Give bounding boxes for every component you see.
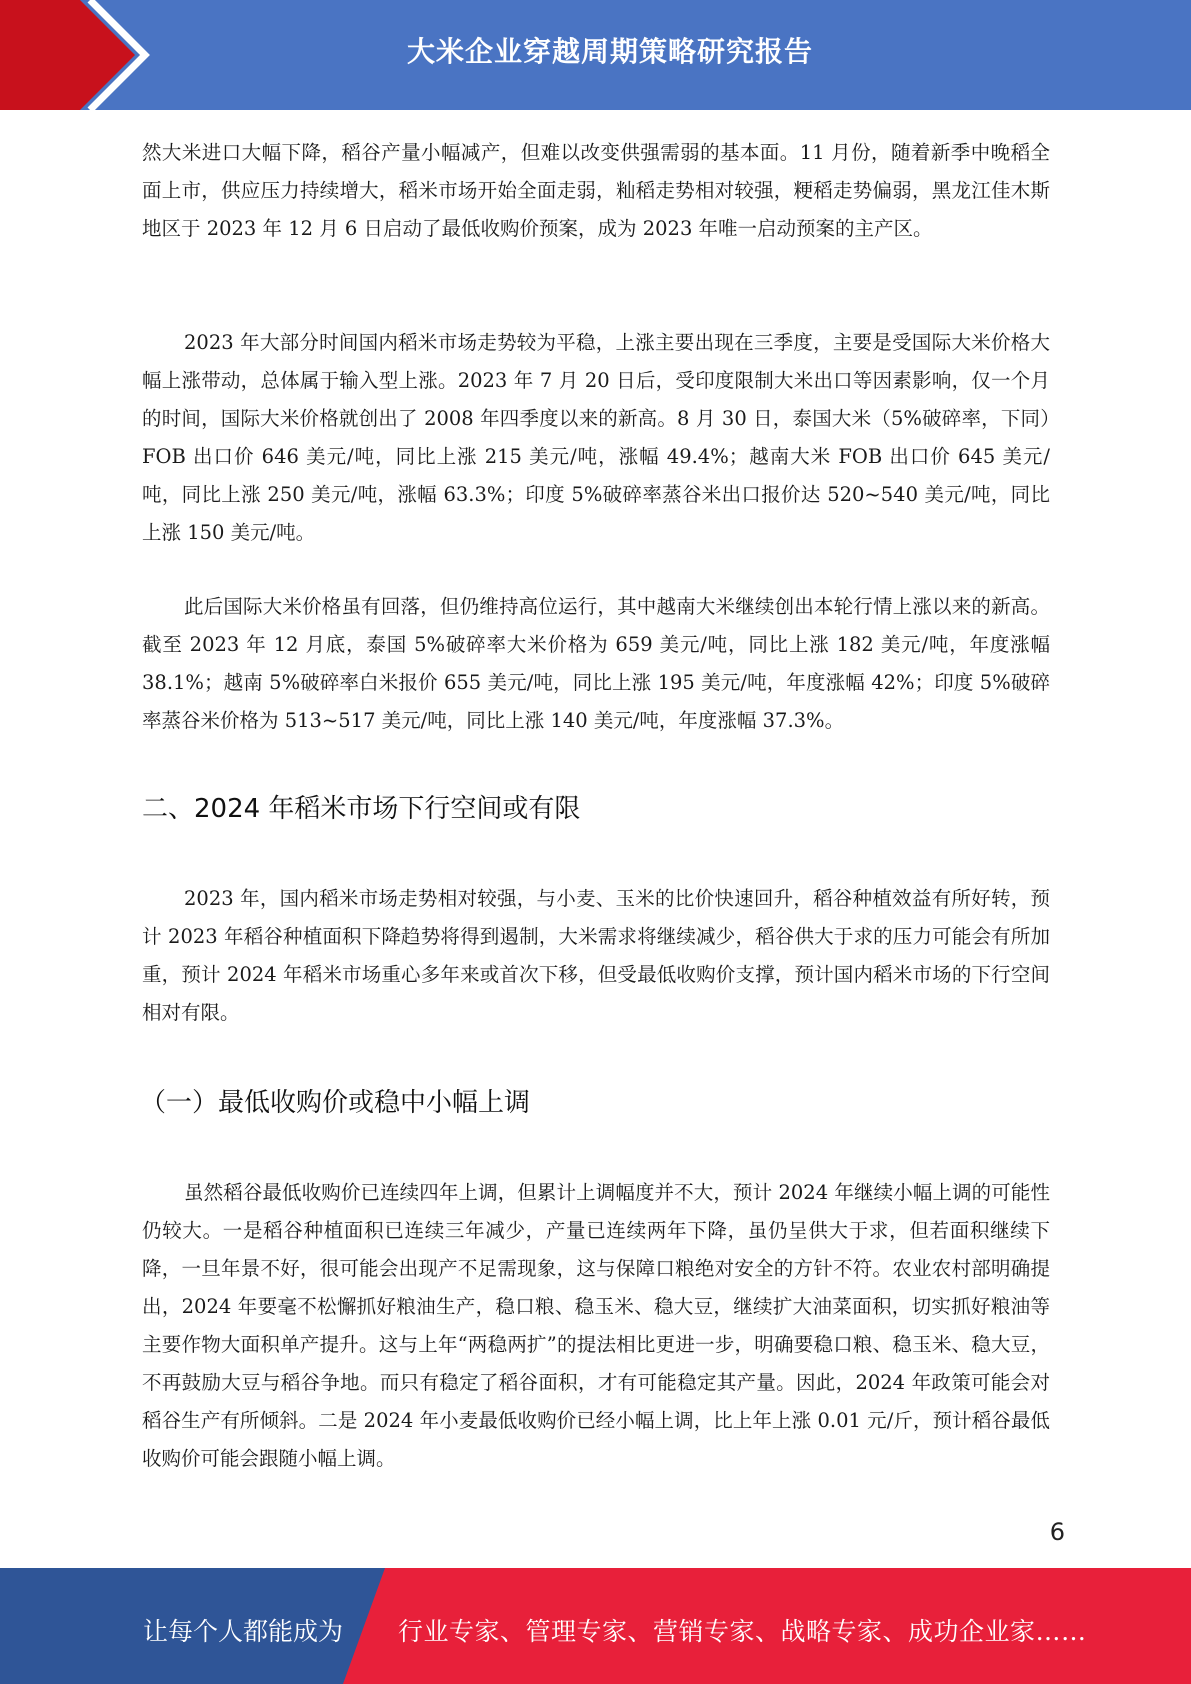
paragraph-1: 然大米进口大幅下降，稻谷产量小幅减产，但难以改变供强需弱的基本面。11 月份，随着新季中晚稻全面上市，供应压力持续增大，稻米市场开始全面走弱，籼稻走势相对较强，粳稻走势偏弱，黑龙江佳木斯地区于 2023 年 12 月 6 日启动了最低收购价预案，成为 2023 年唯一启动预案的主产区。: [142, 141, 1050, 240]
section-heading: 二、2024 年稻米市场下行空间或有限: [142, 794, 581, 824]
page-number: 6: [1049, 1518, 1065, 1546]
footer-slogan-right: 行业专家、管理专家、营销专家、战略专家、成功企业家……: [398, 1617, 1087, 1646]
report-title: 大米企业穿越周期策略研究报告: [406, 35, 813, 68]
paragraph-5: 虽然稻谷最低收购价已连续四年上调，但累计上调幅度并不大，预计 2024 年继续小幅上调的可能性仍较大。一是稻谷种植面积已连续三年减少，产量已连续两年下降，虽仍呈供大于求，但若面积继续下降，一旦年景不好，很可能会出现产不足需现象，这与保障口粮绝对安全的方针不符。农业农村部明确提出，2024 年要毫不松懈抓好粮油生产，稳口粮、稳玉米、稳大豆，继续扩大油菜面积，切实抓好粮油等主要作物大面积单产提升。这与上年“两稳两扩”的提法相比更进一步，明确要稳口粮、稳玉米、稳大豆，不再鼓励大豆与稻谷争地。而只有稳定了稻谷面积，才有可能稳定其产量。因此，2024 年政策可能会对稻谷生产有所倾斜。二是 2024 年小麦最低收购价已经小幅上调，比上年上涨 0.01 元/斤，预计稻谷最低收购价可能会跟随小幅上调。: [142, 1181, 1050, 1470]
paragraph-2: 2023 年大部分时间国内稻米市场走势较为平稳，上涨主要出现在三季度，主要是受国际大米价格大幅上涨带动，总体属于输入型上涨。2023 年 7 月 20 日后，受印度限制大米出口等因素影响，仅一个月的时间，国际大米价格就创出了 2008 年四季度以来的新高。8 月 30 日，泰国大米（5%破碎率，下同）FOB 出口价 646 美元/吨，同比上涨 215 美元/吨，涨幅 49.4%；越南大米 FOB 出口价 645 美元/吨，同比上涨 250 美元/吨，涨幅 63.3%；印度 5%破碎率蒸谷米出口报价达 520~540 美元/吨，同比上涨 150 美元/吨。: [142, 331, 1050, 544]
subsection-heading: （一）最低收购价或稳中小幅上调: [140, 1088, 531, 1118]
page-header: [0, 0, 1191, 110]
header-arrow-decoration: [0, 0, 150, 110]
footer-slogan-left: 让每个人都能成为: [143, 1617, 344, 1646]
paragraph-3: 此后国际大米价格虽有回落，但仍维持高位运行，其中越南大米继续创出本轮行情上涨以来的新高。截至 2023 年 12 月底，泰国 5%破碎率大米价格为 659 美元/吨，同比上涨 182 美元/吨，年度涨幅 38.1%；越南 5%破碎率白米报价 655 美元/吨，同比上涨 195 美元/吨，年度涨幅 42%；印度 5%破碎率蒸谷米价格为 513~517 美元/吨，同比上涨 140 美元/吨，年度涨幅 37.3%。: [142, 595, 1050, 732]
paragraph-4: 2023 年，国内稻米市场走势相对较强，与小麦、玉米的比价快速回升，稻谷种植效益有所好转，预计 2023 年稻谷种植面积下降趋势将得到遏制，大米需求将继续减少，稻谷供大于求的压力可能会有所加重，预计 2024 年稻米市场重心多年来或首次下移，但受最低收购价支撑，预计国内稻米市场的下行空间相对有限。: [142, 887, 1050, 1024]
